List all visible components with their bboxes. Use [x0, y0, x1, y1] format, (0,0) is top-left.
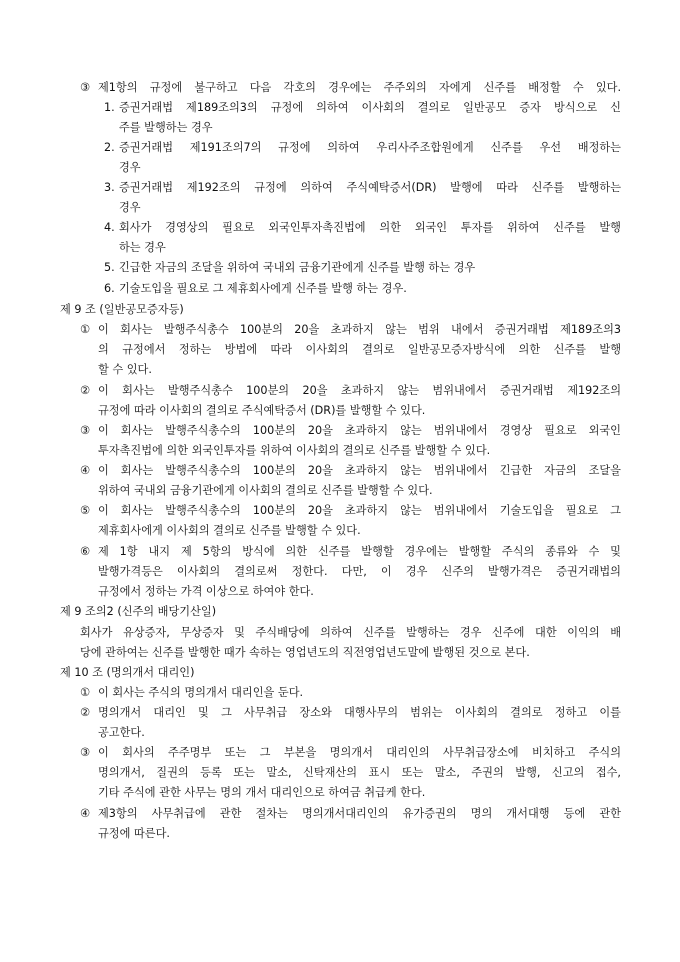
list-item-number: 6.	[104, 282, 115, 295]
clause-text: 규정에 따른다.	[98, 827, 170, 840]
clause-text: 제3항의 사무취급에 관한 절차는 명의개서대리인의 유가증권의 명의 개서대행 등에 관한	[98, 807, 621, 820]
clause-marker: ③	[80, 746, 91, 759]
clause-text: 이 회사는 주식의 명의개서 대리인을 둔다.	[98, 686, 304, 699]
clause-text: 위하여 국내외 금융기관에게 이사회의 결의로 신주를 발행할 수 있다.	[98, 484, 433, 497]
article-text: 당에 관하여는 신주를 발행한 때가 속하는 영업년도의 직전영업년도말에 발행된 것으로 본다.	[80, 646, 530, 659]
clause-marker: ⑤	[80, 504, 91, 517]
article-heading: 제 10 조 (명의개서 대리인)	[60, 666, 195, 679]
clause-text: 이 회사는 발행주식총수의 100분의 20을 초과하지 않는 범위내에서 기술도입을 필요로 그	[98, 504, 621, 517]
clause-marker: ③	[80, 424, 91, 437]
clause-marker: ⑥	[80, 545, 91, 558]
clause-text: 기타 주식에 관한 사무는 명의 개서 대리인으로 하여금 취급케 한다.	[98, 786, 426, 799]
clause-marker: ②	[80, 706, 91, 719]
clause-text: 발행가격등은 이사회의 결의로써 정한다. 다만, 이 경우 신주의 발행가격은 증권거래법의	[98, 565, 621, 578]
clause-text: 제1항의 규정에 불구하고 다음 각호의 경우에는 주주외의 자에게 신주를 배정할 수 있다.	[98, 81, 621, 94]
clause-text: 규정에 따라 이사회의 결의로 주식예탁증서 (DR)를 발행할 수 있다.	[98, 404, 426, 417]
list-item-number: 3.	[104, 181, 115, 194]
clause-marker: ③	[80, 81, 91, 94]
clause-text: 의 규정에서 정하는 방법에 따라 이사회의 결의로 일반공모증자방식에 의한 신주를 발행	[98, 343, 621, 356]
clause-marker: ①	[80, 323, 91, 336]
article-heading: 제 9 조의2 (신주의 배당기산일)	[60, 605, 217, 618]
clause-text: 명의개서 대리인 및 그 사무취급 장소와 대행사무의 범위는 이사회의 결의로 정하고 이를	[98, 706, 621, 719]
list-item-text: 경우	[119, 201, 141, 214]
clause-text: 이 회사는 발행주식총수의 100분의 20을 초과하지 않는 범위내에서 경영상 필요로 외국인	[98, 424, 621, 437]
clause-marker: ①	[80, 686, 91, 699]
list-item-text: 회사가 경영상의 필요로 외국인투자촉진법에 의한 외국인 투자를 위하여 신주를 발행	[119, 221, 621, 234]
list-item-text: 하는 경우	[119, 241, 166, 254]
clause-text: 이 회사는 발행주식총수의 100분의 20을 초과하지 않는 범위내에서 긴급한 자금의 조달을	[98, 464, 621, 477]
clause-text: 명의개서, 질권의 등록 또는 말소, 신탁재산의 표시 또는 말소, 주권의 발행, 신고의 접수,	[98, 766, 621, 779]
clause-text: 이 회사의 주주명부 또는 그 부본을 명의개서 대리인의 사무취급장소에 비치하고 주식의	[98, 746, 621, 759]
clause-marker: ②	[80, 384, 91, 397]
clause-text: 제휴회사에게 이사회의 결의로 신주를 발행할 수 있다.	[98, 524, 361, 537]
clause-marker: ④	[80, 464, 91, 477]
list-item-text: 증권거래법 제189조의3의 규정에 의하여 이사회의 결의로 일반공모 증자 방식으로 신	[119, 101, 621, 114]
clause-marker: ④	[80, 807, 91, 820]
clause-text: 규정에서 정하는 가격 이상으로 하여야 한다.	[98, 585, 314, 598]
clause-text: 이 회사는 발행주식총수 100분의 20을 초과하지 않는 범위 내에서 증권거래법 제189조의3	[98, 323, 621, 336]
list-item-number: 1.	[104, 101, 115, 114]
clause-text: 이 회사는 발행주식총수 100분의 20을 초과하지 않는 범위내에서 증권거래법 제192조의	[98, 384, 621, 397]
article-heading: 제 9 조 (일반공모증자등)	[60, 303, 184, 316]
list-item-number: 5.	[104, 261, 115, 274]
list-item-text: 주를 발행하는 경우	[119, 121, 213, 134]
clause-text: 공고한다.	[98, 726, 145, 739]
list-item-number: 4.	[104, 221, 115, 234]
clause-text: 제 1항 내지 제 5항의 방식에 의한 신주를 발행할 경우에는 발행할 주식의 종류와 수 및	[98, 545, 621, 558]
list-item-text: 경우	[119, 161, 141, 174]
list-item-text: 기술도입을 필요로 그 제휴회사에게 신주를 발행 하는 경우.	[119, 282, 407, 295]
list-item-text: 긴급한 자금의 조달을 위하여 국내외 금융기관에게 신주를 발행 하는 경우	[119, 261, 476, 274]
list-item-text: 증권거래법 제192조의 규정에 의하여 주식예탁증서(DR) 발행에 따라 신주를 발행하는	[119, 181, 621, 194]
list-item-number: 2.	[104, 141, 115, 154]
clause-text: 투자촉진법에 의한 외국인투자를 위하여 이사회의 결의로 신주를 발행할 수 있다.	[98, 444, 491, 457]
clause-text: 할 수 있다.	[98, 363, 152, 376]
list-item-text: 증권거래법 제191조의7의 규정에 의하여 우리사주조합원에게 신주를 우선 배정하는	[119, 141, 621, 154]
article-text: 회사가 유상증자, 무상증자 및 주식배당에 의하여 신주를 발행하는 경우 신주에 대한 이익의 배	[80, 626, 621, 639]
